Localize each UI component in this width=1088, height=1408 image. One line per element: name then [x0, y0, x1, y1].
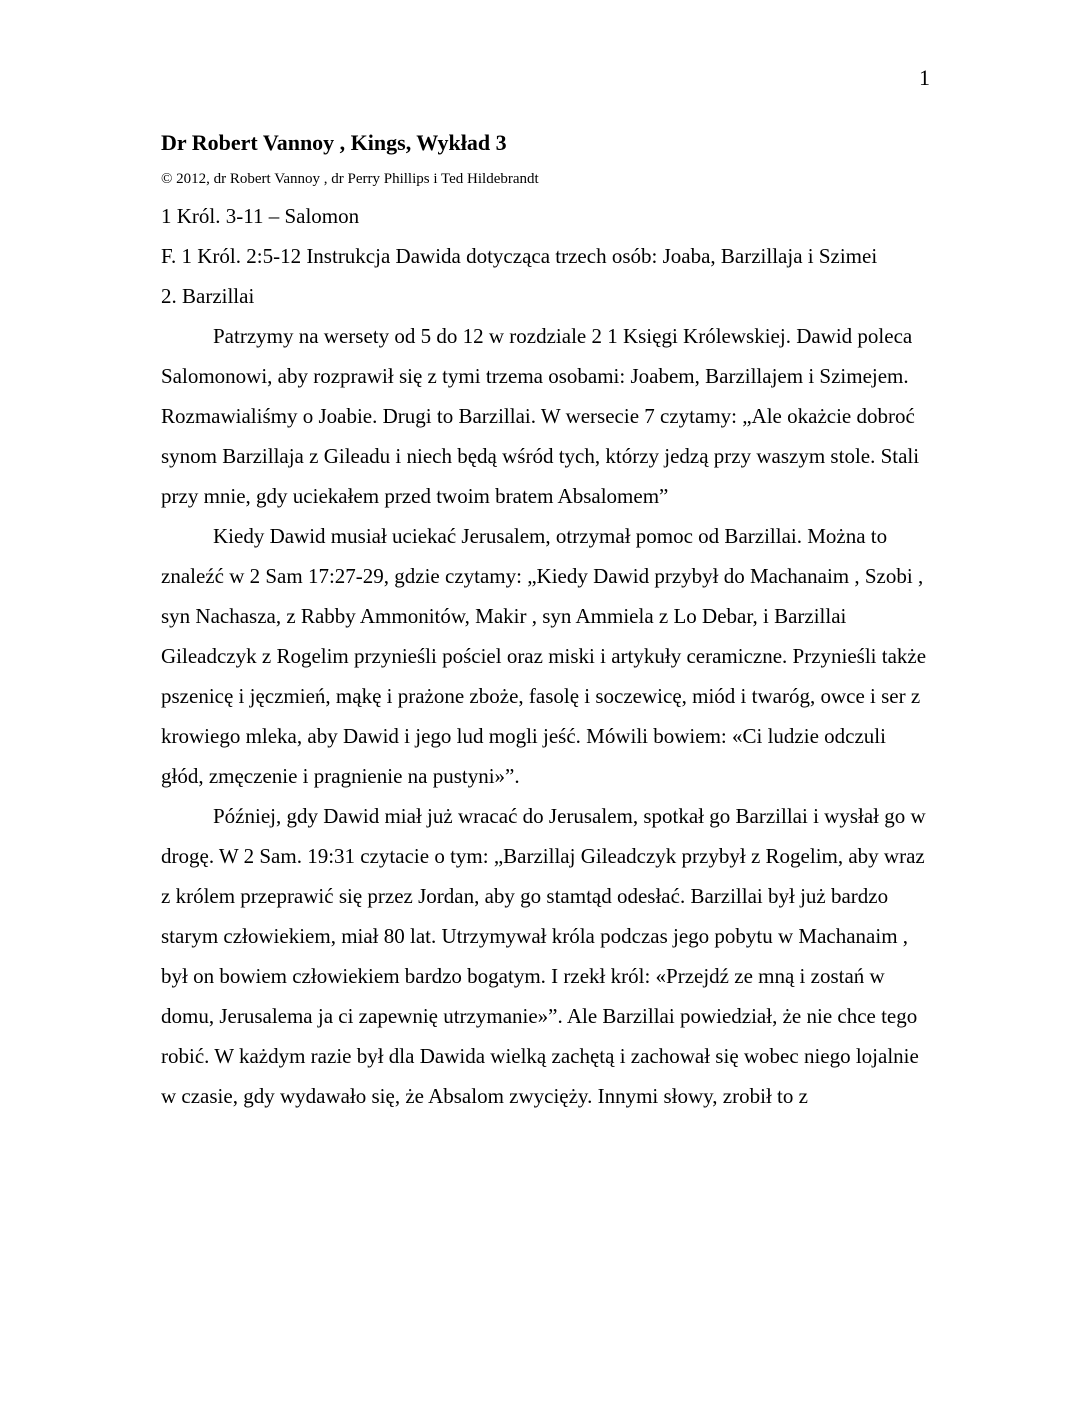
document-title: Dr Robert Vannoy , Kings, Wykład 3	[161, 130, 507, 155]
paragraph-2: Kiedy Dawid musiał uciekać Jerusalem, otrzymał pomoc od Barzillai. Można to znaleźć w 2 Sam 17:27-29, gdzie czytamy: „Kiedy Dawid przybył do Machanaim , Szobi , syn Nachasza, z Rabby Ammonitów, Makir , syn Ammiela z Lo Debar, i Barzillai Gileadczyk z Rogelim przynieśli pościel oraz miski i artykuły ceramiczne. Przynieśli także pszenicę i jęczmień, mąkę i prażone zboże, fasolę i soczewicę, miód i twaróg, owce i ser z krowiego mleka, aby Dawid i jego lud mogli jeść. Mówili bowiem: «Ci ludzie odczuli głód, zmęczenie i pragnienie na pustyni»”.	[161, 524, 927, 788]
copyright-line: © 2012, dr Robert Vannoy , dr Perry Phillips i Ted Hildebrandt	[161, 171, 539, 187]
paragraph-1: Patrzymy na wersety od 5 do 12 w rozdziale 2 1 Księgi Królewskiej. Dawid poleca Salomonowi, aby rozprawił się z tymi trzema osobami: Joabem, Barzillajem i Szimejem. Rozmawialiśmy o Joabie. Drugi to Barzillai. W wersecie 7 czytamy: „Ale okażcie dobroć synom Barzillaja z Gileadu i niech będą wśród tych, którzy jedzą przy waszym stole. Stali przy mnie, gdy uciekałem przed twoim bratem Absalomem”	[161, 324, 920, 508]
subsection-heading: F. 1 Król. 2:5-12 Instrukcja Dawida dotycząca trzech osób: Joaba, Barzillaja i Szimei	[161, 244, 878, 268]
point-heading: 2. Barzillai	[161, 284, 255, 308]
section-heading: 1 Król. 3-11 – Salomon	[161, 204, 360, 228]
paragraph-3: Później, gdy Dawid miał już wracać do Jerusalem, spotkał go Barzillai i wysłał go w drogę. W 2 Sam. 19:31 czytacie o tym: „Barzillaj Gileadczyk przybył z Rogelim, aby wraz z królem przeprawić się przez Jordan, aby go stamtąd odesłać. Barzillai był już bardzo starym człowiekiem, miał 80 lat. Utrzymywał króla podczas jego pobytu w Machanaim , był on bowiem człowiekiem bardzo bogatym. I rzekł król: «Przejdź ze mną i zostań w domu, Jerusalema ja ci zapewnię utrzymanie»”. Ale Barzillai powiedział, że nie chce tego robić. W każdym razie był dla Dawida wielką zachętą i zachował się wobec niego lojalnie w czasie, gdy wydawało się, że Absalom zwycięży. Innymi słowy, zrobił to z	[161, 804, 926, 1108]
page-number: 1	[919, 65, 930, 90]
document-content	[161, 126, 931, 1116]
